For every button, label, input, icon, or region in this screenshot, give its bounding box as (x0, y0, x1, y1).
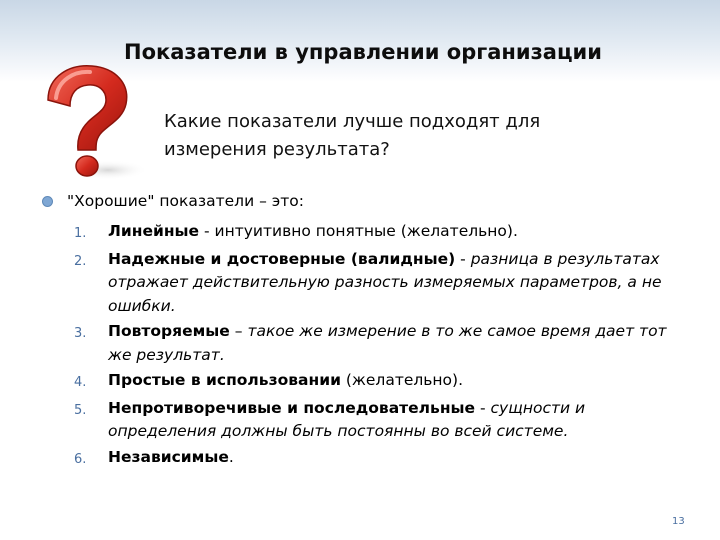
list-item-term: Надежные и достоверные (валидные) (108, 249, 456, 268)
list-item-number: 2. (74, 253, 87, 269)
list-item-text (108, 446, 694, 472)
question-mark-icon (30, 62, 150, 187)
list-item-number: 5. (74, 402, 87, 418)
slide-title: Показатели в управлении организации (124, 40, 602, 64)
list-item-number: 6. (74, 451, 87, 467)
main-bullet-text: "Хорошие" показатели – это: (67, 192, 305, 210)
list-item-text (108, 220, 694, 246)
list-item-number: 4. (74, 375, 87, 390)
list-item-separator: - (475, 398, 491, 417)
criteria-list (74, 220, 694, 473)
main-bullet (42, 192, 304, 210)
list-item (74, 220, 694, 246)
list-item (74, 369, 694, 395)
list-item-term: Независимые (108, 447, 229, 466)
list-item (74, 320, 694, 367)
list-item (74, 446, 694, 472)
list-item-separator: (желательно). (340, 371, 464, 389)
list-item-text (108, 248, 694, 319)
list-item-text (108, 397, 694, 444)
list-item-text (108, 369, 694, 395)
question-text (164, 108, 540, 164)
list-item-separator: – (229, 322, 248, 340)
bullet-dot-icon (42, 196, 53, 207)
list-item-separator: . (228, 447, 234, 466)
list-item-description: разница в результатах отражает действительную разность измеряемых параметров, а не ошибки. (108, 249, 662, 315)
list-item-term: Непротиворечивые и последовательные (108, 398, 476, 417)
list-item (74, 397, 694, 444)
page-number: 13 (672, 516, 685, 527)
list-item-term: Повторяемые (108, 322, 230, 340)
question-line-1: Какие показатели лучше подходят для (164, 111, 541, 132)
list-item-term: Простые в использовании (108, 371, 341, 389)
list-item-separator: - интуитивно понятные (желательно). (199, 222, 518, 240)
list-item-separator: - (455, 249, 471, 268)
list-item (74, 248, 694, 319)
list-item-number: 1. (74, 226, 87, 241)
list-item-description: сущности и определения должны быть постоянны во всей системе. (108, 398, 586, 440)
list-item-number: 3. (74, 326, 87, 341)
list-item-term: Линейные (108, 222, 200, 240)
list-item-text (108, 320, 694, 367)
list-item-description: такое же измерение в то же самое время дает тот же результат. (108, 322, 667, 364)
question-line-2: измерения результата? (164, 139, 390, 160)
